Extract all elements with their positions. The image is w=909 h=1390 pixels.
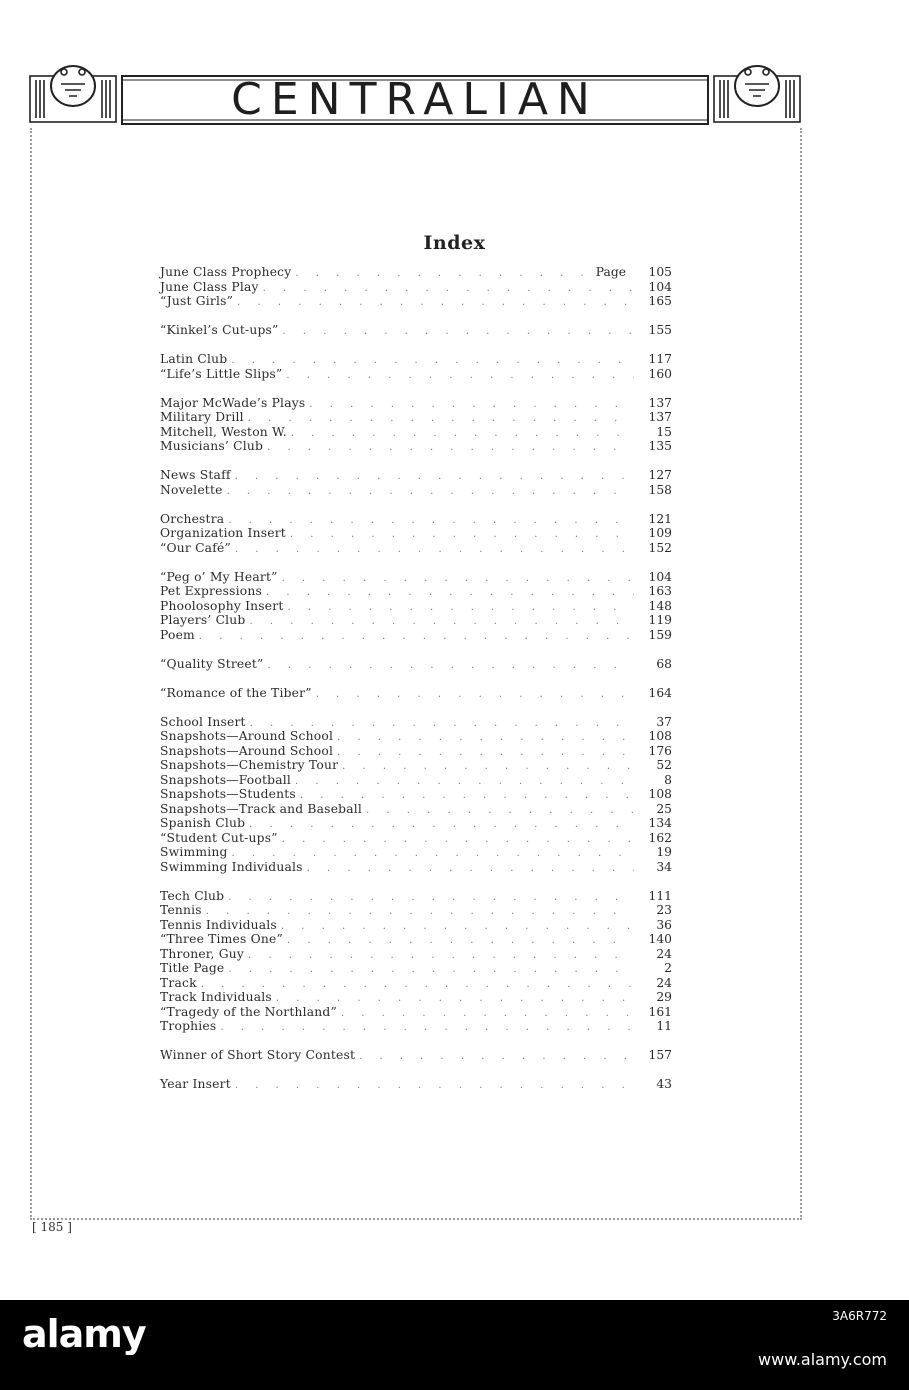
entry-label: Title Page — [160, 961, 225, 975]
entry-label: “Life’s Little Slips” — [160, 366, 283, 381]
entry-label: “Kinkel’s Cut-ups” — [160, 323, 279, 337]
entry-page-number: 34 — [656, 859, 672, 874]
entry-label: “Peg o’ My Heart” — [160, 569, 278, 584]
index-entry — [160, 599, 672, 614]
entry-label: “Tragedy of the Northland” — [160, 1004, 337, 1019]
entry-page-number: 25 — [656, 801, 672, 816]
index-entry — [160, 483, 672, 498]
leader-dots — [227, 485, 634, 500]
index-group — [160, 889, 672, 1034]
entry-page-number: 137 — [648, 410, 672, 424]
entry-label: Track Individuals — [160, 990, 272, 1004]
index-entry — [160, 526, 672, 541]
index-entry — [160, 903, 672, 918]
leader-dots — [307, 862, 634, 877]
index-group — [160, 512, 672, 556]
leader-dots — [228, 891, 634, 906]
entry-label: Tennis Individuals — [160, 917, 277, 932]
entry-page-number: 163 — [648, 584, 672, 598]
entry-page-number: 108 — [648, 787, 672, 801]
leader-dots — [295, 775, 634, 790]
entry-label: Throner, Guy — [160, 946, 245, 961]
index-entry — [160, 787, 672, 802]
entry-page-number: 164 — [648, 685, 672, 700]
index-group — [160, 265, 672, 309]
index-group — [160, 396, 672, 454]
entry-label: “Romance of the Tiber” — [160, 685, 312, 700]
entry-label: Pet Expressions — [160, 584, 262, 598]
svg-text:alamy: alamy — [22, 1312, 146, 1355]
entry-page-number: 23 — [656, 903, 672, 917]
leader-dots — [359, 1050, 634, 1065]
leader-dots — [309, 398, 634, 413]
leader-dots — [283, 325, 634, 340]
leader-dots — [250, 615, 634, 630]
index-group — [160, 715, 672, 875]
index-entry — [160, 845, 672, 860]
leader-dots — [286, 369, 634, 384]
index-entry — [160, 758, 672, 773]
entry-label: Musicians’ Club — [160, 439, 264, 453]
index-entry — [160, 961, 672, 976]
entry-page-number: 119 — [648, 613, 672, 627]
index-entry — [160, 280, 672, 295]
entry-page-number: 158 — [648, 482, 672, 497]
page-folio: [ 185 ] — [32, 1220, 72, 1234]
leader-dots — [268, 659, 634, 674]
index-entry — [160, 744, 672, 759]
leader-dots — [282, 833, 634, 848]
entry-label: Trophies — [160, 1019, 217, 1033]
index-list — [160, 265, 672, 1106]
entry-page-number: 159 — [648, 627, 672, 642]
entry-label: Swimming — [160, 845, 228, 859]
entry-page-number: 104 — [648, 279, 672, 294]
entry-label: Poem — [160, 627, 195, 642]
leader-dots — [366, 804, 634, 819]
entry-page-number: 161 — [648, 1004, 672, 1019]
entry-page-number: 160 — [648, 366, 672, 381]
entry-page-number: 162 — [648, 830, 672, 845]
entry-page-number: 165 — [648, 294, 672, 308]
index-heading: Index — [423, 232, 486, 254]
entry-label: Novelette — [160, 482, 223, 497]
index-entry — [160, 1077, 672, 1092]
index-group — [160, 570, 672, 643]
entry-label: Snapshots—Around School — [160, 729, 334, 743]
leader-dots — [249, 818, 634, 833]
leader-dots — [235, 543, 634, 558]
entry-page-number: 104 — [648, 569, 672, 584]
entry-label: Winner of Short Story Contest — [160, 1048, 356, 1062]
entry-label: “Quality Street” — [160, 656, 264, 671]
entry-label: Latin Club — [160, 352, 228, 366]
entry-label: Snapshots—Around School — [160, 743, 334, 758]
index-entry — [160, 367, 672, 382]
entry-page-number: 24 — [656, 946, 672, 961]
leader-dots — [291, 427, 634, 442]
entry-page-number: 2 — [664, 961, 672, 975]
entry-page-number: 137 — [648, 395, 672, 410]
index-group — [160, 468, 672, 497]
entry-label: Organization Insert — [160, 526, 286, 540]
leader-dots — [316, 688, 634, 703]
leader-dots — [228, 514, 634, 529]
entry-page-number: 19 — [656, 845, 672, 859]
leader-dots — [199, 630, 634, 645]
entry-label: Tennis — [160, 903, 202, 917]
leader-dots — [248, 949, 634, 964]
right-football-emblem — [714, 66, 800, 122]
entry-page-number: 8 — [664, 772, 672, 787]
index-entry — [160, 657, 672, 672]
alamy-url: www.alamy.com — [758, 1350, 887, 1369]
masthead-title: CENTRALIAN — [231, 74, 599, 125]
entry-page-number: 176 — [648, 743, 672, 758]
leader-dots — [287, 601, 634, 616]
index-group — [160, 1048, 672, 1063]
leader-dots — [231, 354, 634, 369]
index-entry — [160, 990, 672, 1005]
entry-label: Tech Club — [160, 888, 225, 903]
leader-dots — [267, 441, 634, 456]
leader-dots — [235, 470, 634, 485]
leader-dots — [290, 528, 634, 543]
leader-dots — [266, 586, 634, 601]
leader-dots — [281, 920, 634, 935]
entry-label: Track — [160, 975, 197, 990]
index-entry — [160, 802, 672, 817]
index-entry — [160, 860, 672, 875]
leader-dots — [228, 963, 634, 978]
index-entry — [160, 773, 672, 788]
entry-label: Swimming Individuals — [160, 859, 303, 874]
leader-dots — [287, 934, 634, 949]
entry-page-number: 37 — [656, 714, 672, 729]
entry-page-number: 157 — [648, 1048, 672, 1062]
entry-label: “Three Times One” — [160, 932, 284, 946]
leader-dots — [282, 572, 634, 587]
entry-page-number: 105 — [648, 265, 672, 279]
entry-page-number: 140 — [648, 932, 672, 946]
leader-dots — [337, 746, 634, 761]
entry-label: Snapshots—Students — [160, 787, 296, 801]
index-entry — [160, 352, 672, 367]
index-entry — [160, 439, 672, 454]
index-entry — [160, 628, 672, 643]
index-entry — [160, 541, 672, 556]
alamy-logo — [22, 1311, 162, 1355]
entry-label: Orchestra — [160, 511, 225, 526]
entry-page-number: 127 — [648, 468, 672, 482]
index-entry — [160, 584, 672, 599]
entry-label: Major McWade’s Plays — [160, 395, 306, 410]
entry-label: “Just Girls” — [160, 294, 234, 308]
entry-page-number: 29 — [656, 990, 672, 1004]
entry-page-number: 11 — [656, 1019, 672, 1033]
index-entry — [160, 729, 672, 744]
index-entry — [160, 294, 672, 309]
page-heading-word: Page — [595, 265, 626, 279]
index-entry — [160, 1005, 672, 1020]
leader-dots — [342, 760, 634, 775]
index-entry — [160, 468, 672, 483]
index-entry — [160, 512, 672, 527]
entry-page-number: 68 — [656, 656, 672, 671]
entry-page-number: 155 — [648, 323, 672, 337]
index-entry — [160, 947, 672, 962]
index-entry — [160, 889, 672, 904]
index-entry — [160, 918, 672, 933]
entry-page-number: 135 — [648, 439, 672, 453]
entry-page-number: 109 — [648, 526, 672, 540]
leader-dots — [220, 1021, 634, 1036]
entry-page-number: 111 — [648, 888, 672, 903]
index-group — [160, 352, 672, 381]
index-entry — [160, 265, 672, 280]
index-entry — [160, 410, 672, 425]
leader-dots — [235, 1079, 634, 1094]
index-group — [160, 657, 672, 672]
entry-page-number: 24 — [656, 975, 672, 990]
entry-page-number: 36 — [656, 917, 672, 932]
index-entry — [160, 1048, 672, 1063]
entry-page-number: 43 — [656, 1077, 672, 1091]
entry-page-number: 121 — [648, 511, 672, 526]
index-entry — [160, 613, 672, 628]
left-football-emblem — [30, 66, 116, 122]
entry-page-number: 15 — [656, 424, 672, 439]
leader-dots — [263, 282, 634, 297]
index-entry — [160, 570, 672, 585]
entry-label: June Class Prophecy — [160, 265, 292, 279]
entry-label: June Class Play — [160, 279, 259, 294]
entry-page-number: 108 — [648, 729, 672, 743]
index-group — [160, 686, 672, 701]
index-entry — [160, 686, 672, 701]
entry-label: “Student Cut-ups” — [160, 830, 278, 845]
entry-label: Players’ Club — [160, 613, 246, 627]
index-group — [160, 323, 672, 338]
index-entry — [160, 1019, 672, 1034]
entry-label: Snapshots—Football — [160, 772, 292, 787]
leader-dots — [341, 1007, 634, 1022]
entry-label: “Our Café” — [160, 540, 231, 555]
masthead-banner — [28, 60, 802, 130]
entry-page-number: 152 — [648, 540, 672, 555]
entry-page-number: 117 — [648, 352, 672, 366]
entry-page-number: 52 — [656, 758, 672, 772]
image-id-code: 3A6R772 — [832, 1309, 887, 1323]
entry-label: News Staff — [160, 468, 231, 482]
entry-label: Phoolosophy Insert — [160, 598, 284, 613]
leader-dots — [337, 731, 634, 746]
entry-label: Year Insert — [160, 1077, 231, 1091]
index-entry — [160, 932, 672, 947]
index-entry — [160, 715, 672, 730]
index-entry — [160, 425, 672, 440]
index-entry — [160, 831, 672, 846]
entry-page-number: 148 — [648, 598, 672, 613]
index-entry — [160, 976, 672, 991]
entry-label: Mitchell, Weston W. — [160, 424, 287, 439]
leader-dots — [248, 412, 634, 427]
leader-dots — [295, 267, 591, 282]
entry-label: Snapshots—Track and Baseball — [160, 801, 363, 816]
entry-label: Spanish Club — [160, 816, 246, 830]
index-entry — [160, 816, 672, 831]
index-group — [160, 1077, 672, 1092]
index-entry — [160, 323, 672, 338]
entry-label: Snapshots—Chemistry Tour — [160, 758, 339, 772]
entry-label: Military Drill — [160, 410, 244, 424]
entry-page-number: 134 — [648, 816, 672, 830]
leader-dots — [237, 296, 634, 311]
entry-label: School Insert — [160, 714, 246, 729]
index-entry — [160, 396, 672, 411]
